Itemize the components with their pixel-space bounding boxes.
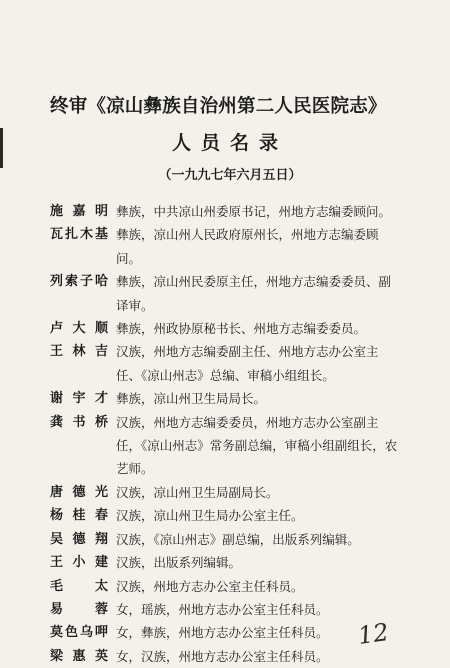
person-description: 女，彝族，州地方志办公室主任科员。: [116, 625, 329, 641]
list-item: [50, 411, 400, 481]
person-description: 汉族，州地方志编委委员，州地方志办公室副主任，《凉山州志》常务副总编，审稿小组副组长，农艺师。: [116, 414, 398, 477]
person-description: 彝族，凉山州人民政府原州长，州地方志编委顾问。: [116, 227, 379, 266]
person-description: 汉族，《凉山州志》副总编，出版系列编辑。: [116, 531, 360, 547]
person-name: 谢宇才: [50, 391, 108, 407]
list-item: [50, 575, 400, 598]
person-name: 王林吉: [50, 344, 108, 360]
list-item: [50, 504, 400, 527]
person-name: 梁惠英: [50, 648, 108, 664]
person-name: 施嘉明: [50, 204, 108, 219]
person-name: 易蓉: [50, 601, 108, 617]
person-name: 毛太: [50, 578, 108, 594]
page-number: 12: [356, 618, 391, 650]
list-item: [50, 200, 400, 223]
person-description: 汉族，凉山州卫生局副局长。: [116, 484, 279, 500]
document-title: 终审《凉山彝族自治州第二人民医院志》: [50, 96, 387, 117]
list-item: [50, 621, 400, 644]
person-name: 列索子哈: [50, 274, 108, 290]
person-name: 瓦扎木基: [50, 227, 108, 243]
person-name: 杨桂春: [50, 508, 108, 524]
person-description: 汉族，出版系列编辑。: [116, 555, 242, 571]
list-item: [50, 645, 400, 668]
person-name: 卢大顺: [50, 321, 108, 337]
person-description: 女，汉族，州地方志办公室主任科员。: [116, 648, 329, 664]
list-item: [50, 551, 400, 574]
person-name: 莫色乌呷: [50, 625, 108, 641]
person-name: 吴德翔: [50, 531, 108, 547]
list-item: [50, 528, 400, 551]
list-item: [50, 481, 400, 504]
list-item: [50, 223, 400, 270]
person-description: 彝族，凉山州民委原主任，州地方志编委委员、副译审。: [116, 274, 392, 313]
person-description: 汉族，凉山州卫生局办公室主任。: [116, 508, 304, 524]
person-description: 女，瑶族，州地方志办公室主任科员。: [116, 601, 329, 617]
person-description: 汉族，州地方志办公室主任科员。: [116, 578, 304, 594]
list-item: [50, 317, 400, 340]
person-name: 王小建: [50, 555, 108, 571]
person-description: 汉族，州地方志编委副主任、州地方志办公室主任、《凉山州志》总编、审稿小组组长。: [116, 344, 379, 383]
list-item: [50, 598, 400, 621]
list-item: [50, 387, 400, 410]
person-description: 彝族，中共凉山州委原书记，州地方志编委顾问。: [116, 204, 392, 219]
person-name: 唐德光: [50, 484, 108, 500]
list-item: [50, 270, 400, 317]
person-name: 龚书桥: [50, 414, 108, 430]
document-subtitle: 人员名录: [171, 132, 288, 154]
person-description: 彝族，州政协原秘书长、州地方志编委委员。: [116, 321, 367, 337]
list-item: [50, 340, 400, 387]
document-date: （一九九七年六月五日）: [158, 168, 302, 183]
person-description: 彝族，凉山州卫生局局长。: [116, 391, 267, 407]
roster-list: [50, 200, 400, 668]
